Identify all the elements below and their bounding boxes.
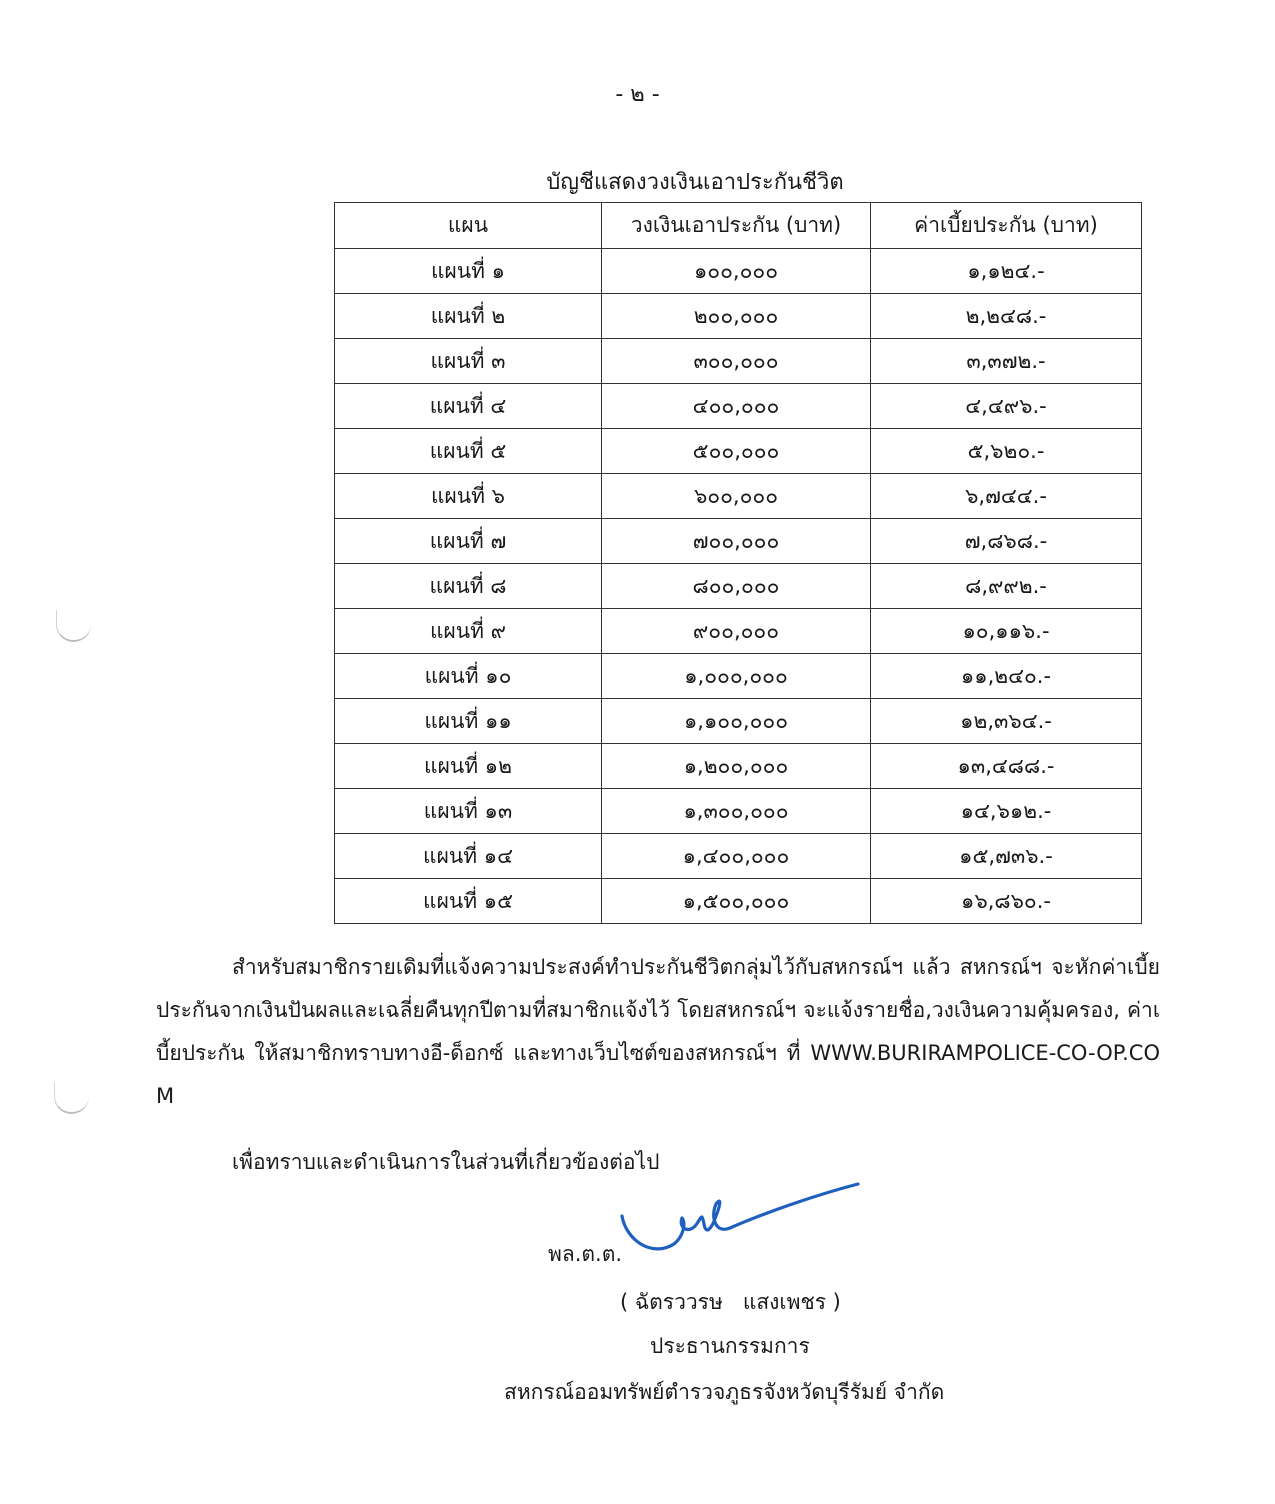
plan-cell: แผนที่ ๑ xyxy=(335,249,602,294)
sum-insured-cell: ๑,๔๐๐,๐๐๐ xyxy=(602,834,871,879)
premium-cell: ๗,๘๖๘.- xyxy=(871,519,1142,564)
plan-cell: แผนที่ ๑๕ xyxy=(335,879,602,924)
premium-cell: ๕,๖๒๐.- xyxy=(871,429,1142,474)
sum-insured-cell: ๙๐๐,๐๐๐ xyxy=(602,609,871,654)
plan-cell: แผนที่ ๖ xyxy=(335,474,602,519)
premium-cell: ๑๖,๘๖๐.- xyxy=(871,879,1142,924)
sum-insured-cell: ๗๐๐,๐๐๐ xyxy=(602,519,871,564)
plan-cell: แผนที่ ๑๑ xyxy=(335,699,602,744)
page-number: - ๒ - xyxy=(615,82,660,107)
plan-cell: แผนที่ ๒ xyxy=(335,294,602,339)
plan-cell: แผนที่ ๑๒ xyxy=(335,744,602,789)
premium-cell: ๑๕,๗๓๖.- xyxy=(871,834,1142,879)
plan-cell: แผนที่ ๑๔ xyxy=(335,834,602,879)
table-row xyxy=(335,339,1142,384)
table-row xyxy=(335,294,1142,339)
sum-insured-cell: ๑,๕๐๐,๐๐๐ xyxy=(602,879,871,924)
table-row xyxy=(335,744,1142,789)
table-row xyxy=(335,789,1142,834)
premium-cell: ๑,๑๒๔.- xyxy=(871,249,1142,294)
sum-insured-cell: ๕๐๐,๐๐๐ xyxy=(602,429,871,474)
table-row xyxy=(335,519,1142,564)
header-plan: แผน xyxy=(335,203,602,249)
premium-cell: ๑๓,๔๘๘.- xyxy=(871,744,1142,789)
punch-hole-upper xyxy=(56,610,91,642)
table-header-row xyxy=(335,203,1142,249)
plan-cell: แผนที่ ๓ xyxy=(335,339,602,384)
sum-insured-cell: ๑๐๐,๐๐๐ xyxy=(602,249,871,294)
table-row xyxy=(335,609,1142,654)
plan-cell: แผนที่ ๑๓ xyxy=(335,789,602,834)
premium-cell: ๑๐,๑๑๖.- xyxy=(871,609,1142,654)
signatory-rank: พล.ต.ต. xyxy=(548,1242,623,1266)
header-premium: ค่าเบี้ยประกัน (บาท) xyxy=(871,203,1142,249)
table-row xyxy=(335,249,1142,294)
sum-insured-cell: ๑,๒๐๐,๐๐๐ xyxy=(602,744,871,789)
punch-hole-lower xyxy=(54,1082,89,1114)
premium-cell: ๑๑,๒๔๐.- xyxy=(871,654,1142,699)
sum-insured-cell: ๖๐๐,๐๐๐ xyxy=(602,474,871,519)
premium-cell: ๑๒,๓๖๔.- xyxy=(871,699,1142,744)
table-title: บัญชีแสดงวงเงินเอาประกันชีวิต xyxy=(546,170,844,195)
sum-insured-cell: ๑,๓๐๐,๐๐๐ xyxy=(602,789,871,834)
plan-cell: แผนที่ ๕ xyxy=(335,429,602,474)
table-row xyxy=(335,834,1142,879)
handwritten-signature xyxy=(612,1178,864,1264)
sum-insured-cell: ๑,๑๐๐,๐๐๐ xyxy=(602,699,871,744)
closing-line: เพื่อทราบและดำเนินการในส่วนที่เกี่ยวข้องต่อไป xyxy=(232,1150,660,1174)
signatory-position: ประธานกรรมการ xyxy=(650,1334,810,1358)
sum-insured-cell: ๑,๐๐๐,๐๐๐ xyxy=(602,654,871,699)
premium-cell: ๖,๗๔๔.- xyxy=(871,474,1142,519)
table-body xyxy=(335,249,1142,924)
table-row xyxy=(335,384,1142,429)
table-row xyxy=(335,654,1142,699)
signatory-name: ( ฉัตรววรษ แสงเพชร ) xyxy=(620,1290,841,1314)
sum-insured-cell: ๔๐๐,๐๐๐ xyxy=(602,384,871,429)
signatory-organization: สหกรณ์ออมทรัพย์ตำรวจภูธรจังหวัดบุรีรัมย์ จำกัด xyxy=(504,1380,945,1404)
plan-cell: แผนที่ ๙ xyxy=(335,609,602,654)
table-row xyxy=(335,699,1142,744)
body-paragraph: สำหรับสมาชิกรายเดิมที่แจ้งความประสงค์ทำประกันชีวิตกลุ่มไว้กับสหกรณ์ฯ แล้ว สหกรณ์ฯ จะหักค่าเบี้ยประกันจากเงินปันผลและเฉลี่ยคืนทุกปีตามที่สมาชิกแจ้งไว้ โดยสหกรณ์ฯ จะแจ้งรายชื่อ,วงเงินความคุ้มครอง, ค่าเบี้ยประกัน ให้สมาชิกทราบทางอี-ด็อกซ์ และทางเว็บไซต์ของสหกรณ์ฯ ที่ WWW.BURIRAMPOLICE-CO-OP.COM xyxy=(156,955,1160,1108)
table-row xyxy=(335,879,1142,924)
sum-insured-cell: ๘๐๐,๐๐๐ xyxy=(602,564,871,609)
plan-cell: แผนที่ ๔ xyxy=(335,384,602,429)
table-row xyxy=(335,429,1142,474)
table-row xyxy=(335,564,1142,609)
premium-cell: ๓,๓๗๒.- xyxy=(871,339,1142,384)
premium-cell: ๘,๙๙๒.- xyxy=(871,564,1142,609)
plan-cell: แผนที่ ๗ xyxy=(335,519,602,564)
premium-cell: ๑๔,๖๑๒.- xyxy=(871,789,1142,834)
plan-cell: แผนที่ ๑๐ xyxy=(335,654,602,699)
premium-cell: ๒,๒๔๘.- xyxy=(871,294,1142,339)
insurance-plan-table xyxy=(334,202,1142,924)
sum-insured-cell: ๒๐๐,๐๐๐ xyxy=(602,294,871,339)
header-sum-insured: วงเงินเอาประกัน (บาท) xyxy=(602,203,871,249)
premium-cell: ๔,๔๙๖.- xyxy=(871,384,1142,429)
sum-insured-cell: ๓๐๐,๐๐๐ xyxy=(602,339,871,384)
table-row xyxy=(335,474,1142,519)
plan-cell: แผนที่ ๘ xyxy=(335,564,602,609)
